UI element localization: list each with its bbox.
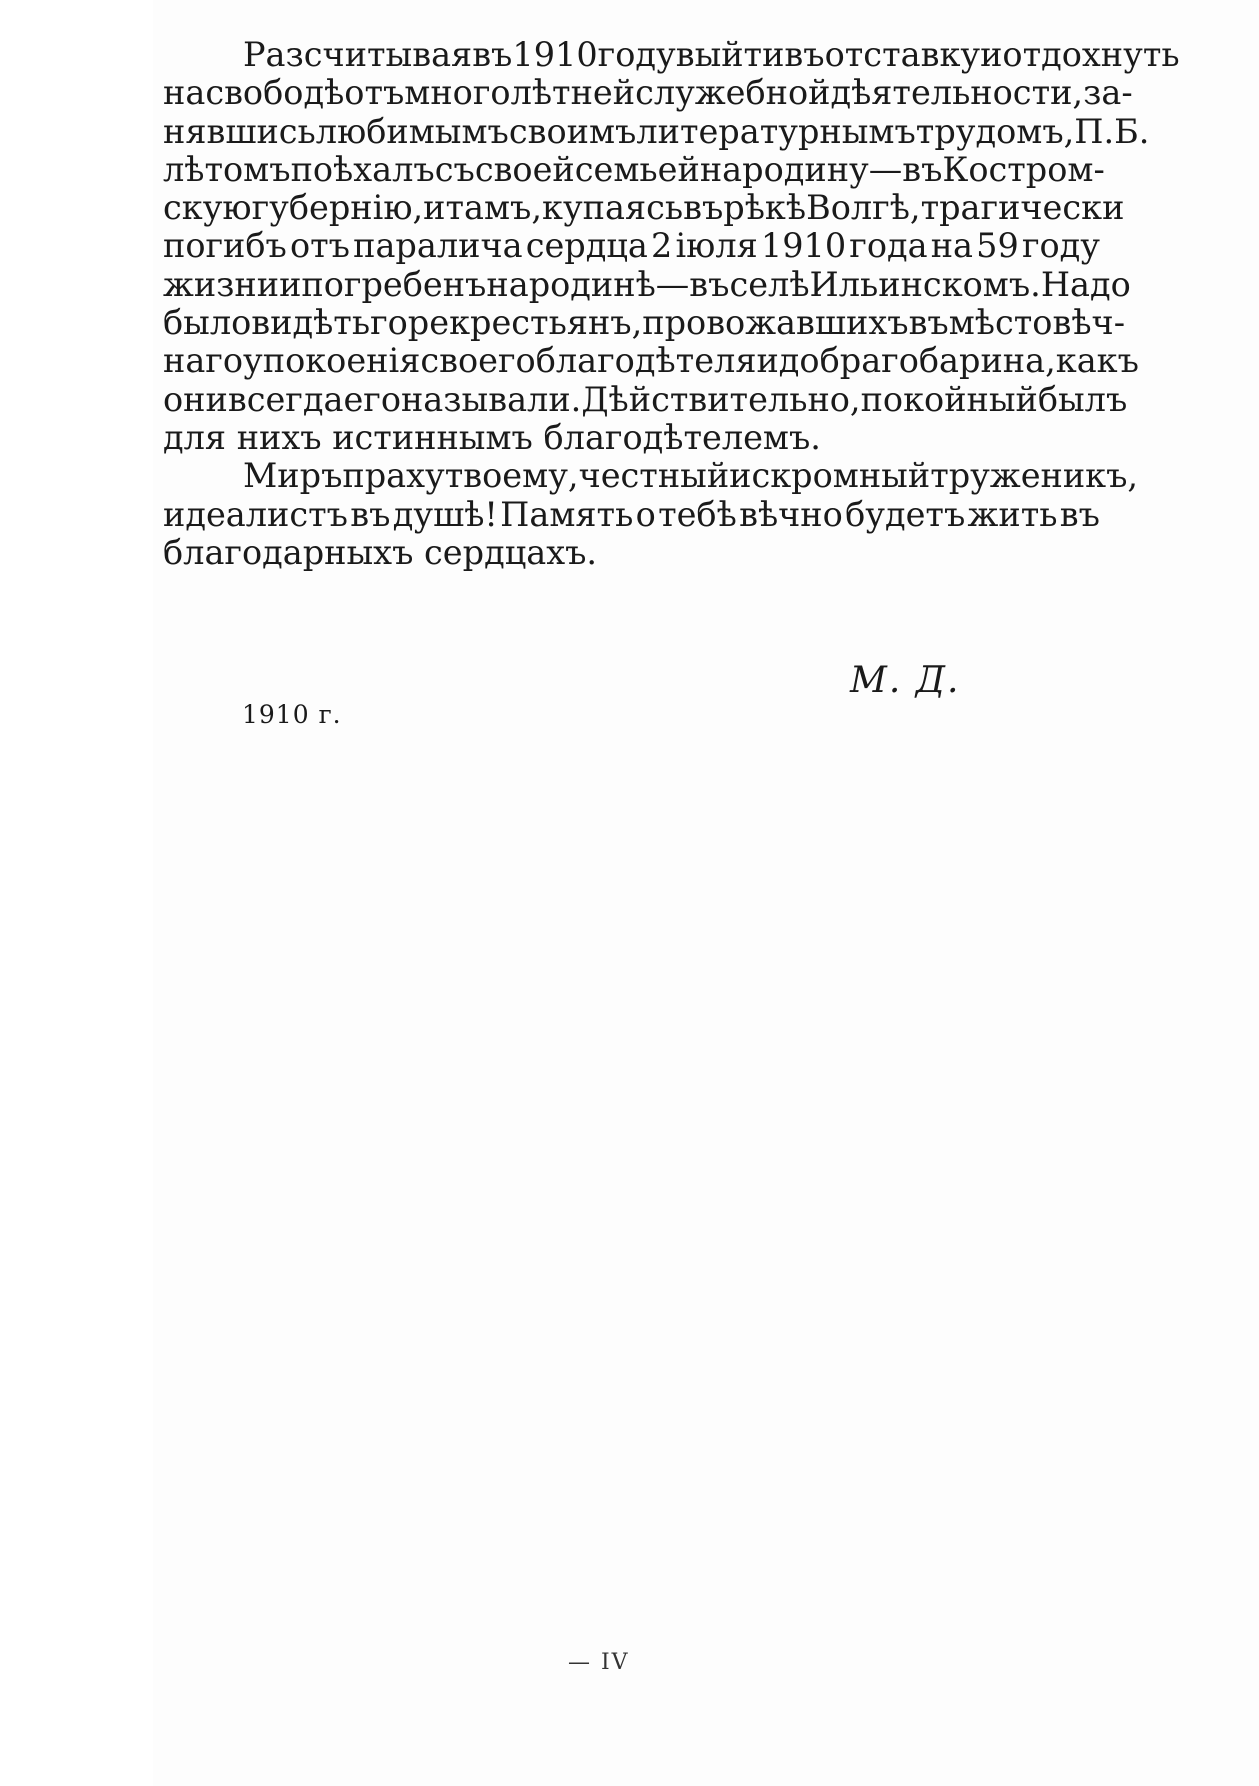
word: былъ bbox=[1037, 379, 1128, 419]
word: и bbox=[279, 264, 302, 304]
word: селѣ bbox=[729, 264, 810, 304]
word: тебѣ bbox=[658, 494, 737, 534]
word: и bbox=[756, 341, 779, 381]
word: литературнымъ bbox=[636, 111, 916, 151]
word: было bbox=[163, 303, 252, 343]
word: трагически bbox=[920, 188, 1125, 228]
word: лѣтомъ bbox=[163, 149, 291, 189]
word: въ bbox=[472, 35, 513, 74]
word: іюля bbox=[675, 226, 758, 266]
word: своего bbox=[420, 341, 536, 381]
word: о bbox=[635, 494, 656, 534]
word: родину—въ bbox=[742, 149, 943, 189]
word: 1910 bbox=[512, 35, 598, 74]
word: будетъ bbox=[845, 494, 966, 534]
word: отъ bbox=[289, 226, 350, 266]
paragraph-1-line bbox=[163, 73, 1133, 113]
word: видѣть bbox=[251, 303, 371, 343]
word: въ bbox=[350, 494, 391, 534]
word: крестьянъ, bbox=[449, 303, 643, 343]
word: поѣхалъ bbox=[290, 149, 435, 189]
page-number: — IV bbox=[568, 1650, 630, 1675]
word: Костром- bbox=[942, 149, 1105, 189]
word: 1910 bbox=[760, 226, 847, 266]
date: 1910 г. bbox=[242, 700, 342, 729]
word: какъ bbox=[1055, 341, 1139, 381]
word: 2 bbox=[651, 226, 673, 266]
paragraph-1-line bbox=[163, 264, 1131, 304]
word: мѣсто bbox=[948, 303, 1053, 343]
word: съ bbox=[434, 149, 475, 189]
word: скую bbox=[163, 188, 252, 228]
word: Ильинскомъ. bbox=[809, 264, 1041, 304]
word: семьей bbox=[574, 149, 700, 189]
word: твоему, bbox=[444, 456, 579, 496]
word: Волгѣ, bbox=[806, 188, 921, 228]
word: отдохнуть bbox=[1002, 35, 1180, 74]
word: провожавшихъ bbox=[642, 303, 909, 343]
word: отъ bbox=[344, 73, 405, 113]
word: наго bbox=[163, 341, 244, 381]
word: дѣятельности, bbox=[830, 73, 1084, 113]
word: сердца bbox=[525, 226, 648, 266]
word: трудомъ, bbox=[915, 111, 1075, 151]
word: горе bbox=[370, 303, 450, 343]
word: въ bbox=[1059, 494, 1100, 534]
word: на bbox=[486, 264, 529, 304]
word: тамъ, bbox=[445, 188, 542, 228]
word: отставку bbox=[824, 35, 981, 74]
word: и bbox=[729, 456, 752, 496]
word: всегда bbox=[227, 379, 344, 419]
word: благодѣтеля bbox=[535, 341, 757, 381]
word: идеалистъ bbox=[163, 494, 348, 534]
word: за- bbox=[1083, 73, 1133, 113]
word: П. bbox=[1074, 111, 1115, 151]
word: на bbox=[699, 149, 743, 189]
word: многолѣтней bbox=[404, 73, 636, 113]
word: родинѣ—въ bbox=[528, 264, 730, 304]
paragraph-1-line bbox=[163, 227, 1100, 265]
word: нявшись bbox=[163, 111, 316, 151]
word: вѣч- bbox=[1052, 303, 1126, 343]
word: и bbox=[980, 35, 1003, 74]
word: въ bbox=[784, 35, 825, 74]
paragraph-1-line bbox=[163, 111, 1150, 151]
word: выйти bbox=[675, 35, 785, 74]
word: жить bbox=[967, 494, 1058, 534]
word: на bbox=[930, 226, 974, 266]
word: своей bbox=[474, 149, 575, 189]
paragraph-1-line bbox=[163, 188, 1125, 228]
word: году bbox=[1021, 226, 1100, 266]
word: добраго bbox=[778, 341, 919, 381]
word: погибъ bbox=[163, 226, 287, 266]
word: въ bbox=[908, 303, 949, 343]
word: Б. bbox=[1114, 111, 1150, 151]
signature: М. Д. bbox=[850, 660, 961, 701]
paragraph-1-line: для нихъ истиннымъ благодѣтелемъ. bbox=[163, 417, 821, 457]
word: скромный bbox=[751, 456, 931, 496]
word: Разсчитывая bbox=[243, 35, 473, 74]
paragraph-1-line bbox=[163, 379, 1128, 419]
word: купаясь bbox=[542, 188, 684, 228]
word: погребенъ bbox=[301, 264, 487, 304]
body-text bbox=[163, 35, 1180, 572]
word: и bbox=[423, 188, 446, 228]
word: жизни bbox=[163, 264, 280, 304]
word: паралича bbox=[353, 226, 523, 266]
word: на bbox=[163, 73, 206, 113]
word: 59 bbox=[976, 226, 1019, 266]
word: вѣчно bbox=[739, 494, 843, 534]
word: его bbox=[343, 379, 401, 419]
word: служебной bbox=[635, 73, 831, 113]
word: душѣ! bbox=[392, 494, 498, 534]
word: труженикъ, bbox=[930, 456, 1139, 496]
paragraph-2-line: благодарныхъ сердцахъ. bbox=[163, 532, 598, 572]
paragraph-2-line bbox=[163, 496, 1100, 534]
word: въ bbox=[683, 188, 724, 228]
word: Память bbox=[500, 494, 634, 534]
word: рѣкѣ bbox=[723, 188, 807, 228]
word: праху bbox=[342, 456, 445, 496]
word: свободѣ bbox=[205, 73, 345, 113]
word: своимъ bbox=[508, 111, 637, 151]
paragraph-1-line bbox=[163, 341, 1139, 381]
word: года bbox=[849, 226, 928, 266]
word: году bbox=[597, 35, 676, 74]
word: покойный bbox=[860, 379, 1038, 419]
word: губернію, bbox=[251, 188, 424, 228]
word: барина, bbox=[918, 341, 1056, 381]
word: Миръ bbox=[243, 456, 343, 496]
paragraph-1-line bbox=[163, 303, 1126, 343]
paragraph-2-line bbox=[163, 456, 1139, 496]
paragraph-1-line bbox=[163, 149, 1105, 189]
paragraph-1-line bbox=[163, 35, 1180, 74]
word: честный bbox=[578, 456, 730, 496]
word: они bbox=[163, 379, 228, 419]
word: Надо bbox=[1040, 264, 1131, 304]
word: называли. bbox=[400, 379, 582, 419]
word: Дѣйствительно, bbox=[581, 379, 861, 419]
word: любимымъ bbox=[315, 111, 509, 151]
word: упокоенія bbox=[243, 341, 421, 381]
